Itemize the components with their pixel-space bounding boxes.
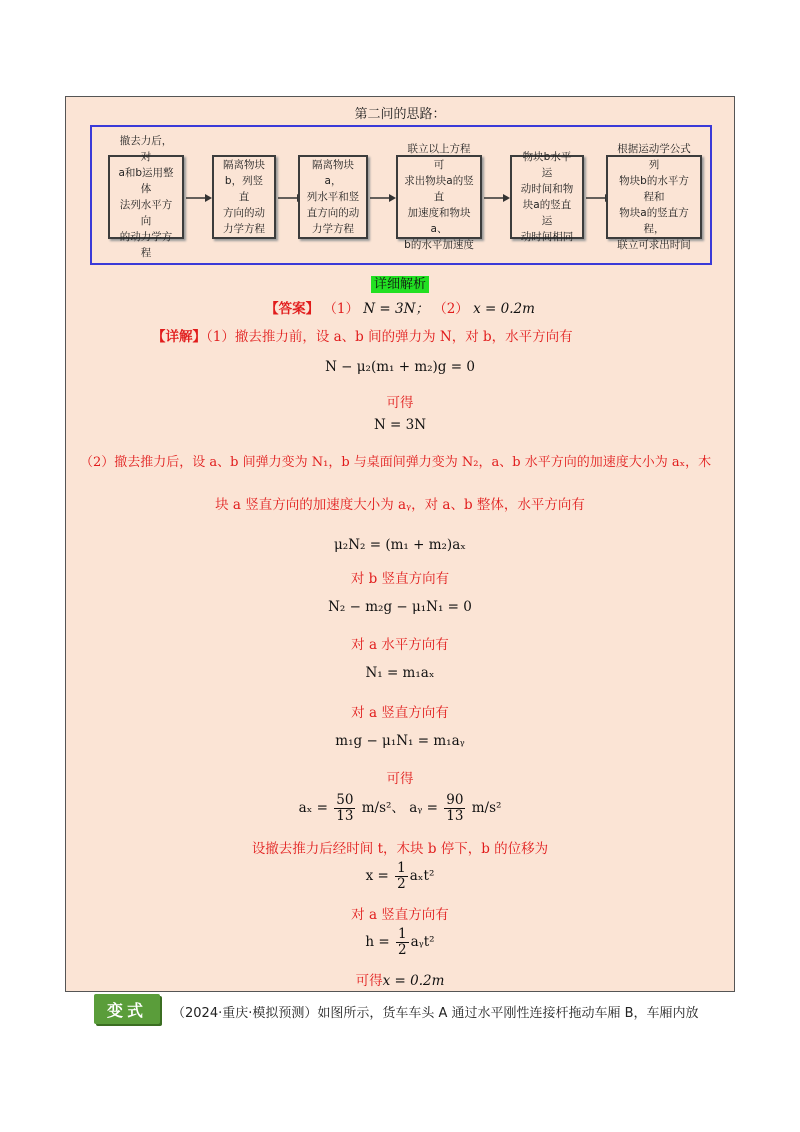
final-line: [66, 969, 734, 989]
flowchart: [90, 125, 712, 265]
arrow-icon: [370, 193, 396, 203]
eq8-den: 2: [397, 876, 406, 892]
eq7-ax-lhs: aₓ =: [298, 800, 328, 816]
flow-step-5: [510, 151, 584, 243]
can-get-2: 可得: [386, 771, 414, 787]
eq9-num: 1: [398, 926, 407, 942]
equation-2: N = 3N: [373, 417, 427, 433]
eq7-ay-unit: m/s²: [471, 800, 502, 816]
eq7-ax-den: 13: [336, 808, 354, 824]
answer-part2-label: （2）: [433, 301, 469, 317]
eq9-rhs: aᵧt²: [410, 934, 435, 950]
final-label: 可得: [355, 973, 383, 989]
eq7-ax-num: 50: [336, 792, 354, 808]
eq7-ay-den: 13: [446, 808, 464, 824]
eq8-rhs: aₓt²: [409, 868, 435, 884]
flow-step-6-text: 根据运动学公式列 物块b的水平方程和 物块a的竖直方程， 联立可求出时间: [617, 143, 691, 251]
section-label: 详细解析: [371, 276, 429, 293]
equation-6: m₁g − μ₁N₁ = m₁aᵧ: [335, 733, 465, 749]
answer-line: [66, 297, 734, 317]
eq8-lhs: x =: [365, 868, 389, 884]
detail-text-1: （1）撤去推力前，设 a、b 间的弹力为 N，对 b，水平方向有: [206, 329, 573, 345]
variant-question-text: （2024·重庆·模拟预测）如图所示，货车车头 A 通过水平刚性连接杆拖动车厢 B，车厢内放: [172, 1006, 699, 1021]
detail-line-1: [152, 325, 573, 345]
equation-8: [66, 861, 734, 892]
eq8-num: 1: [397, 860, 406, 876]
eq7-ax-unit: m/s²: [361, 800, 392, 816]
flow-step-2: [212, 155, 276, 239]
b-vertical-label: 对 b 竖直方向有: [350, 571, 450, 587]
arrow-icon: [484, 193, 510, 203]
flow-step-1: [108, 135, 184, 259]
section-label-row: [66, 273, 734, 293]
equation-1: N − μ₂(m₁ + m₂)g = 0: [325, 359, 475, 375]
flow-step-5-text: 物块b水平运 动时间和物 块a的竖直运 动时间相同: [520, 151, 574, 243]
solution-panel: [65, 96, 735, 992]
a-horizontal-label: 对 a 水平方向有: [351, 637, 449, 653]
arrow-icon: [186, 193, 212, 203]
answer-part1-value: N = 3N；: [363, 301, 429, 317]
flow-step-4: [396, 143, 482, 251]
eq7-ay-num: 90: [446, 792, 464, 808]
equation-5: N₁ = m₁aₓ: [365, 665, 435, 681]
flow-step-6: [606, 143, 702, 251]
answer-tag: 【答案】: [265, 301, 320, 317]
a-vertical-label-1: 对 a 竖直方向有: [351, 705, 449, 721]
eq9-den: 2: [398, 942, 407, 958]
equation-7: [66, 793, 734, 824]
answer-part1-label: （1）: [323, 301, 359, 317]
flow-step-1-text: 撤去力后，对 a和b运用整体 法列水平方向 的动力学方程: [118, 135, 174, 259]
eq8-fraction: [395, 861, 408, 892]
eq9-fraction: [396, 927, 409, 958]
detail-line-3: 块 a 竖直方向的加速度大小为 aᵧ，对 a、b 整体，水平方向有: [215, 497, 585, 513]
answer-part2-value: x = 0.2m: [473, 301, 535, 317]
line-t: 设撤去推力后经时间 t，木块 b 停下，b 的位移为: [251, 841, 549, 857]
variant-badge: 变式: [94, 994, 160, 1024]
detail-line-2: （2）撤去推力后，设 a、b 间弹力变为 N₁，b 与桌面间弹力变为 N₂，a、b 水平方向的加速度大小为 aₓ，木: [80, 455, 712, 470]
detail-tag: 【详解】: [152, 329, 206, 345]
equation-3: μ₂N₂ = (m₁ + m₂)aₓ: [334, 537, 466, 553]
equation-4: N₂ − m₂g − μ₁N₁ = 0: [328, 599, 472, 615]
final-value: x = 0.2m: [382, 973, 445, 989]
flow-step-3-text: 隔离物块a， 列水平和竖 直方向的动 力学方程: [306, 159, 360, 235]
a-vertical-label-2: 对 a 竖直方向有: [351, 907, 449, 923]
flow-step-4-text: 联立以上方程可 求出物块a的竖直 加速度和物块a、 b的水平加速度: [404, 143, 474, 251]
eq7-ay-fraction: [444, 793, 465, 824]
flow-step-2-text: 隔离物块 b，列竖直 方向的动 力学方程: [223, 159, 265, 235]
eq7-separator: 、: [391, 800, 405, 816]
eq7-ay-lhs: aᵧ =: [409, 800, 438, 816]
eq7-ax-fraction: [334, 793, 355, 824]
thought-title: 第二问的思路：: [354, 107, 446, 122]
flow-step-3: [298, 155, 368, 239]
eq9-lhs: h =: [365, 934, 390, 950]
can-get-1: 可得: [386, 395, 414, 411]
equation-9: [66, 927, 734, 958]
